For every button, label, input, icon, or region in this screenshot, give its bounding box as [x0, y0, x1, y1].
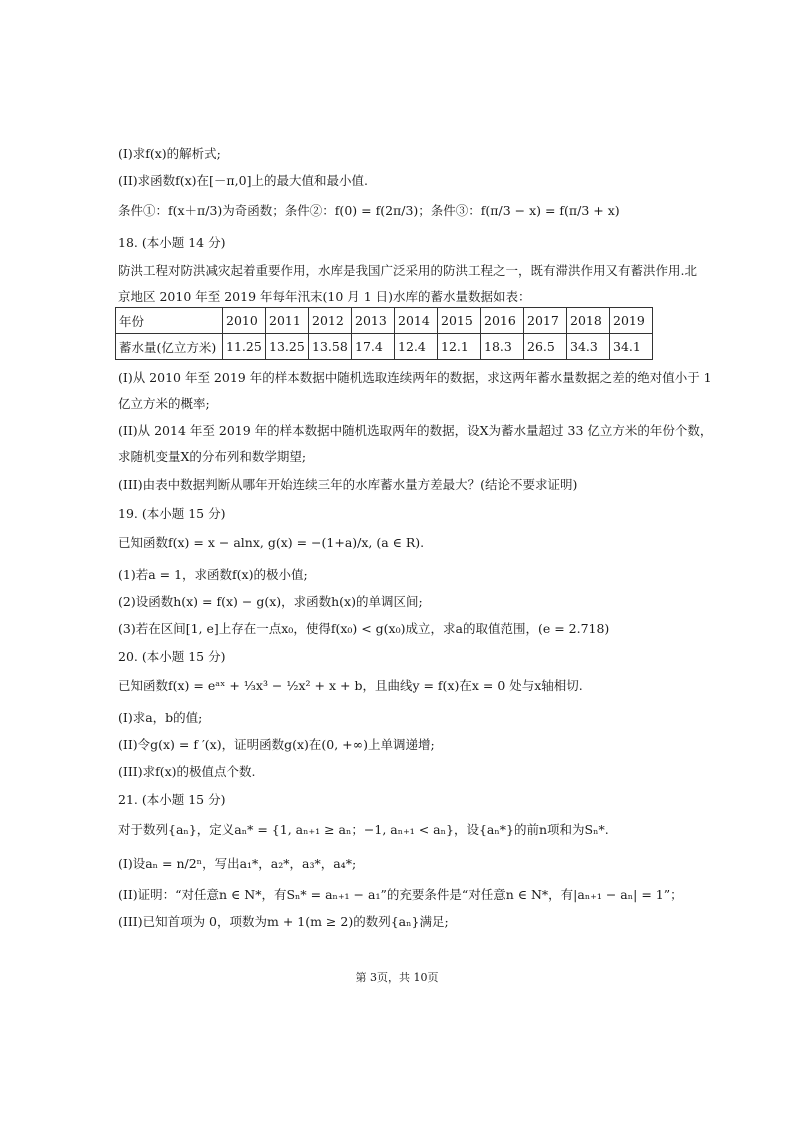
table-cell: 34.1: [610, 334, 653, 360]
table-cell: 26.5: [524, 334, 567, 360]
text-line: 19. (本小题 15 分): [118, 506, 226, 521]
text-line: (II)证明：“对任意n ∈ N*，有Sₙ* = aₙ₊₁ − a₁”的充要条件是“对任意n ∈ N*，有|aₙ₊₁ − aₙ| = 1”；: [118, 887, 683, 902]
text-line: 对于数列{aₙ}，定义aₙ* = {1, aₙ₊₁ ≥ aₙ；−1, aₙ₊₁ < aₙ}，设{aₙ*}的前n项和为Sₙ*.: [118, 822, 609, 837]
table-cell: 2016: [481, 308, 524, 334]
text-line: 18. (本小题 14 分): [118, 235, 226, 250]
table-cell: 年份: [116, 308, 223, 334]
text-line: (3)若在区间[1, e]上存在一点x₀，使得f(x₀) < g(x₀)成立，求a的取值范围，(e = 2.718): [118, 621, 610, 636]
text-line: (II)求函数f(x)在[－π,0]上的最大值和最小值.: [118, 173, 368, 188]
text-line: (III)求f(x)的极值点个数.: [118, 764, 256, 779]
text-line: (II)从 2014 年至 2019 年的样本数据中随机选取两年的数据，设X为蓄水量超过 33 亿立方米的年份个数，: [118, 423, 713, 438]
table-cell: 蓄水量(亿立方米): [116, 334, 223, 360]
table-cell: 18.3: [481, 334, 524, 360]
text-line: 已知函数f(x) = x − alnx, g(x) = −(1+a)/x, (a ∈ R).: [118, 535, 425, 550]
table-cell: 2010: [223, 308, 266, 334]
text-line: 京地区 2010 年至 2019 年每年汛末(10 月 1 日)水库的蓄水量数据如表：: [118, 289, 531, 304]
text-line: (II)令g(x) = f ′(x)，证明函数g(x)在(0, +∞)上单调递增;: [118, 737, 435, 752]
table-cell: 2012: [309, 308, 352, 334]
table-row-year: [116, 308, 653, 334]
table-cell: 11.25: [223, 334, 266, 360]
text-line: (I)求a，b的值;: [118, 710, 203, 725]
text-line: (2)设函数h(x) = f(x) − g(x)，求函数h(x)的单调区间;: [118, 594, 423, 609]
table-cell: 12.1: [438, 334, 481, 360]
text-line: (I)设aₙ = n/2ⁿ，写出a₁*，a₂*，a₃*，a₄*;: [118, 856, 357, 871]
text-line: (III)由表中数据判断从哪年开始连续三年的水库蓄水量方差最大？(结论不要求证明): [118, 477, 578, 492]
text-line: 防洪工程对防洪减灾起着重要作用，水库是我国广泛采用的防洪工程之一，既有滞洪作用又有蓄洪作用.北: [118, 263, 697, 278]
text-line: (1)若a = 1，求函数f(x)的极小值;: [118, 567, 308, 582]
table-cell: 2011: [266, 308, 309, 334]
table-row-storage: [116, 334, 653, 360]
table-cell: 2018: [567, 308, 610, 334]
table-cell: 2013: [352, 308, 395, 334]
text-line: (I)从 2010 年至 2019 年的样本数据中随机选取连续两年的数据，求这两年蓄水量数据之差的绝对值小于 1: [118, 370, 712, 385]
text-line: 21. (本小题 15 分): [118, 792, 226, 807]
text-line: (III)已知首项为 0，项数为m + 1(m ≥ 2)的数列{aₙ}满足;: [118, 914, 449, 929]
text-line: 条件①：f(x＋π/3)为奇函数；条件②：f(0) = f(2π/3)；条件③：f(π/3 − x) = f(π/3 + x): [118, 203, 620, 218]
page-footer: 第 3页，共 10页: [355, 971, 439, 984]
text-line: 20. (本小题 15 分): [118, 649, 226, 664]
table-cell: 13.25: [266, 334, 309, 360]
table-cell: 2015: [438, 308, 481, 334]
text-line: 求随机变量X的分布列和数学期望;: [118, 449, 307, 464]
table-cell: 12.4: [395, 334, 438, 360]
text-line: 亿立方米的概率;: [118, 396, 210, 411]
table-cell: 2014: [395, 308, 438, 334]
text-line: (I)求f(x)的解析式;: [118, 146, 221, 161]
table-cell: 13.58: [309, 334, 352, 360]
reservoir-table: [115, 307, 653, 360]
table-cell: 34.3: [567, 334, 610, 360]
table-cell: 17.4: [352, 334, 395, 360]
table-cell: 2019: [610, 308, 653, 334]
table-cell: 2017: [524, 308, 567, 334]
text-line: 已知函数f(x) = eᵃˣ + ⅓x³ − ½x² + x + b，且曲线y = f(x)在x = 0 处与x轴相切.: [118, 678, 583, 693]
